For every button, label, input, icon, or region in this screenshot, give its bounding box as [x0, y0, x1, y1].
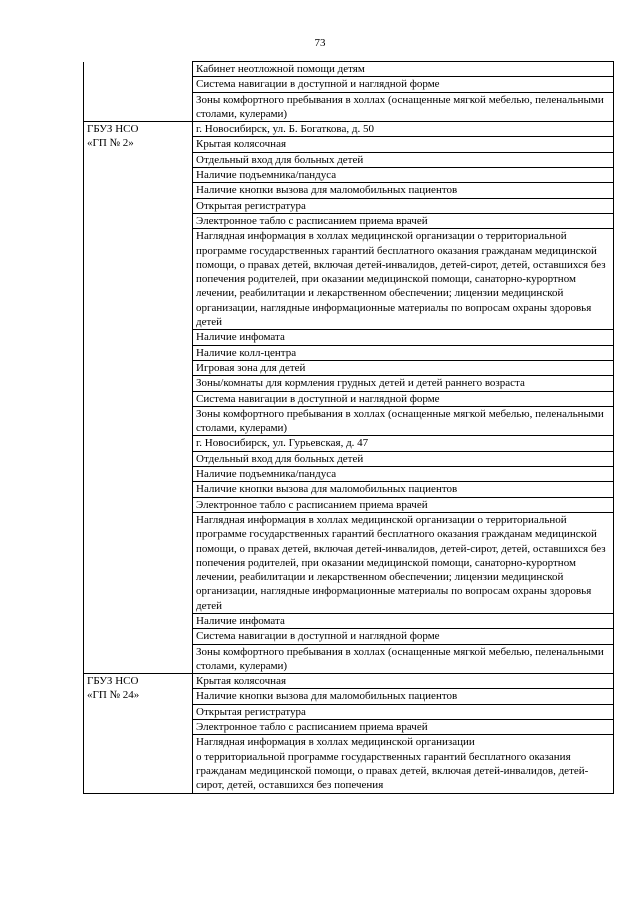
facility-item: Наличие инфомата — [193, 613, 614, 628]
facility-item: г. Новосибирск, ул. Гурьевская, д. 47 — [193, 436, 614, 451]
facilities-table — [83, 61, 614, 794]
facility-item: Отдельный вход для больных детей — [193, 451, 614, 466]
facility-item: Крытая колясочная — [193, 137, 614, 152]
facility-item: Наличие кнопки вызова для маломобильных пациентов — [193, 482, 614, 497]
organization-name: ГБУЗ НСО — [87, 123, 139, 136]
facility-item: Система навигации в доступной и наглядной форме — [193, 629, 614, 644]
facility-item: Система навигации в доступной и наглядной форме — [193, 77, 614, 92]
facility-item: Крытая колясочная — [193, 674, 614, 689]
facility-item: Наличие подъемника/пандуса — [193, 467, 614, 482]
facility-item: Кабинет неотложной помощи детям — [193, 62, 614, 77]
table-row — [84, 122, 614, 137]
facility-item: Отдельный вход для больных детей — [193, 152, 614, 167]
facility-item: Наличие инфомата — [193, 330, 614, 345]
facility-item: Открытая регистратура — [193, 704, 614, 719]
facility-item: Зоны/комнаты для кормления грудных детей и детей раннего возраста — [193, 376, 614, 391]
facility-item: Зоны комфортного пребывания в холлах (оснащенные мягкой мебелью, пеленальными столами, кулерами) — [193, 644, 614, 674]
organization-number: «ГП № 24» — [87, 689, 140, 702]
facility-item: Наглядная информация в холлах медицинской организации о территориальной программе государственных гарантий бесплатного оказания гражданам медицинской помощи, о правах детей, включая детей-инвалидов, детей-сирот, детей, оставшихся без попечения — [193, 735, 614, 793]
facility-item: Электронное табло с расписанием приема врачей — [193, 720, 614, 735]
facility-item: Наличие колл-центра — [193, 345, 614, 360]
facility-item: Система навигации в доступной и наглядной форме — [193, 391, 614, 406]
facility-item: Наглядная информация в холлах медицинской организации о территориальной программе государственных гарантий бесплатного оказания гражданам медицинской помощи, о правах детей, включая детей-инвалидов, детей-сирот, детей, оставшихся без попечения родителей, при оказании медицинской помощи, санаторно-курортном лечении, реабилитации и лекарственном обеспечении; лицензии медицинской организации, наглядные информационные материалы по вопросам охраны здоровья детей — [193, 229, 614, 330]
facility-item: г. Новосибирск, ул. Б. Богаткова, д. 50 — [193, 122, 614, 137]
organization-number: «ГП № 2» — [87, 137, 134, 150]
organization-cell — [84, 122, 193, 674]
table-body — [84, 62, 614, 794]
facility-item: Зоны комфортного пребывания в холлах (оснащенные мягкой мебелью, пеленальными столами, кулерами) — [193, 92, 614, 122]
facility-item: Наличие подъемника/пандуса — [193, 168, 614, 183]
table-row — [84, 62, 614, 77]
page-number: 73 — [314, 37, 326, 49]
facility-item: Зоны комфортного пребывания в холлах (оснащенные мягкой мебелью, пеленальными столами, кулерами) — [193, 406, 614, 436]
organization-cell — [84, 674, 193, 793]
facility-item: Открытая регистратура — [193, 198, 614, 213]
facility-item: Наглядная информация в холлах медицинской организации о территориальной программе государственных гарантий бесплатного оказания гражданам медицинской помощи, о правах детей, включая детей-инвалидов, детей-сирот, детей, оставшихся без попечения родителей, при оказании медицинской помощи, санаторно-курортном лечении, реабилитации и лекарственном обеспечении; лицензии медицинской организации, наглядные информационные материалы по вопросам охраны здоровья детей — [193, 512, 614, 613]
organization-name: ГБУЗ НСО — [87, 675, 139, 688]
facility-item: Электронное табло с расписанием приема врачей — [193, 213, 614, 228]
organization-cell — [84, 62, 193, 122]
facility-item: Наличие кнопки вызова для маломобильных пациентов — [193, 183, 614, 198]
facility-item: Игровая зона для детей — [193, 360, 614, 375]
facility-item: Наличие кнопки вызова для маломобильных пациентов — [193, 689, 614, 704]
table-row — [84, 674, 614, 689]
facility-item: Электронное табло с расписанием приема врачей — [193, 497, 614, 512]
